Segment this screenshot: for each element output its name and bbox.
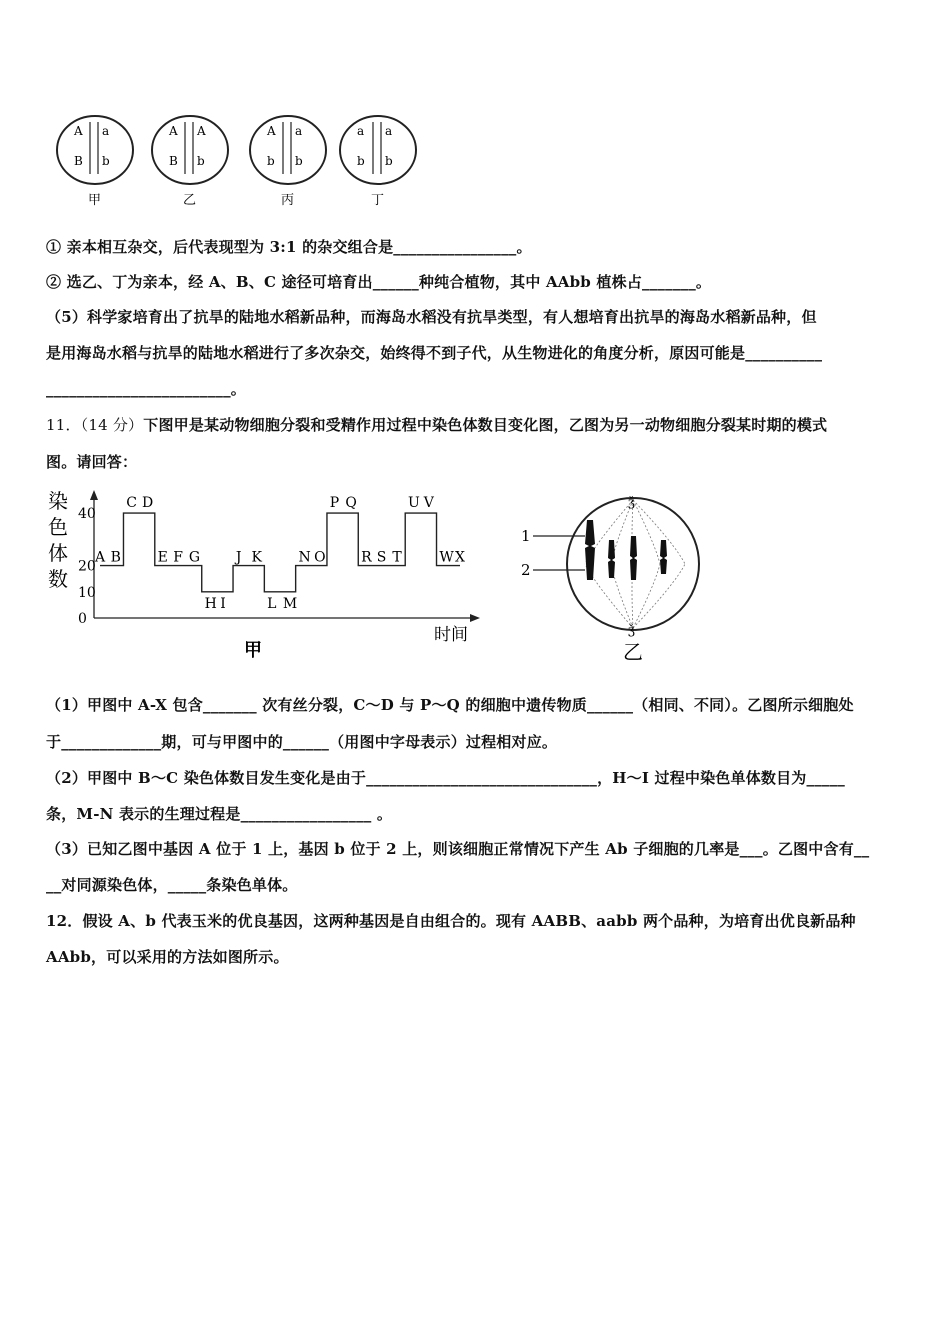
gene-label: A <box>74 124 83 138</box>
point-label: K <box>251 549 262 566</box>
q10-line-4: 是用海岛水稻与抗旱的陆地水稻进行了多次杂交，始终得不到子代，从生物进化的角度分析，原因可能是__________ <box>46 344 823 362</box>
x-axis-label: 时间 <box>434 625 468 645</box>
gene-label: a <box>102 124 110 138</box>
y-axis-arrow <box>90 490 98 500</box>
point-label: S <box>376 549 387 566</box>
q11-stem: 下图甲是某动物细胞分裂和受精作用过程中染色体数目变化图，乙图为另一动物细胞分裂某时期的模式 <box>143 416 828 434</box>
gene-label: A <box>267 124 276 138</box>
point-label: I <box>220 595 226 612</box>
q11-p1-a: （1）甲图中 A-X 包含_______ 次有丝分裂，C～D 与 P～Q 的细胞中遗传物质______（相同、不同）。乙图所示细胞处 <box>46 696 854 714</box>
cell-yi-caption: 乙 <box>623 640 643 664</box>
q11-p3-a: （3）已知乙图中基因 A 位于 1 上，基因 b 位于 2 上，则该细胞正常情况下产生 Ab 子细胞的几率是___。乙图中含有__ <box>46 840 870 858</box>
point-label: E <box>157 549 168 566</box>
cell-yi-diagram <box>515 484 715 664</box>
y-tick-label: 40 <box>78 506 96 523</box>
q11-p1-b: 于_____________期，可与甲图中的______（用图中字母表示）过程相对应。 <box>46 733 558 751</box>
point-label: M <box>282 595 298 612</box>
point-label: H <box>204 595 217 612</box>
gene-label: a <box>295 124 303 138</box>
gene-label: a <box>385 124 393 138</box>
gene-label: b <box>385 154 393 168</box>
point-label: V <box>423 495 434 512</box>
q11-intro <box>46 414 827 435</box>
point-label: U <box>408 495 420 512</box>
gene-label: b <box>102 154 110 168</box>
q10-line-3: （5）科学家培育出了抗旱的陆地水稻新品种，而海岛水稻没有抗旱类型，有人想培育出抗旱的海岛水稻新品种，但 <box>46 308 817 326</box>
point-label: T <box>392 549 402 566</box>
centrosome-icon: ǯ <box>628 623 635 637</box>
marker-2: 2 <box>521 561 531 579</box>
cell-caption: 甲 <box>88 193 102 208</box>
chromosome-count-chart <box>44 486 484 666</box>
q11-line-2: 图。请回答： <box>46 453 138 471</box>
point-label: J <box>235 549 242 566</box>
centrosome-icon: ǯ <box>628 495 635 509</box>
chromosome-series-line <box>100 513 460 592</box>
x-axis-arrow <box>470 614 480 622</box>
chart-title: 甲 <box>244 640 262 661</box>
gene-label: A <box>169 124 178 138</box>
cell-bing <box>250 116 326 208</box>
y-label-char: 染 <box>48 489 68 513</box>
chromosome-icon <box>585 520 667 580</box>
point-label: Q <box>345 495 357 512</box>
q11-number: 11．（14 分） <box>46 416 144 434</box>
cell-jia <box>57 116 133 208</box>
q11-p2-b: 条，M-N 表示的生理过程是_________________ 。 <box>46 805 393 823</box>
point-label: O <box>314 549 326 566</box>
cell-yi <box>152 116 228 208</box>
cell-caption: 丁 <box>371 193 385 208</box>
gene-label: b <box>197 154 205 168</box>
y-tick-label: 10 <box>78 584 96 601</box>
point-label: P <box>329 495 340 512</box>
cell-caption: 丙 <box>281 193 295 208</box>
point-label: D <box>141 495 154 512</box>
q11-p2-a: （2）甲图中 B～C 染色体数目发生变化是由于______________________________，H～I 过程中染色单体数目为_____ <box>46 769 846 787</box>
point-label: A <box>95 549 106 566</box>
gene-label: B <box>74 154 83 168</box>
marker-1: 1 <box>521 527 531 545</box>
point-label: C <box>126 495 138 512</box>
y-tick-label: 0 <box>78 611 87 627</box>
cell-ding <box>340 116 416 208</box>
point-label: G <box>188 549 201 566</box>
point-label: X <box>455 549 465 566</box>
y-label-char: 数 <box>48 567 68 591</box>
cell-caption: 乙 <box>183 193 197 208</box>
point-label: F <box>173 549 183 566</box>
gene-label: b <box>267 154 275 168</box>
gene-label: a <box>357 124 365 138</box>
q11-p3-b: __对同源染色体，_____条染色单体。 <box>46 876 298 894</box>
y-label-char: 色 <box>48 515 68 539</box>
y-tick-label: 20 <box>78 558 96 575</box>
q10-line-2: ② 选乙、丁为亲本，经 A、B、C 途径可培育出______种纯合植物，其中 AAbb 植株占_______。 <box>46 273 712 291</box>
point-label: R <box>361 549 372 566</box>
q12-line-1: 12．假设 A、b 代表玉米的优良基因，这两种基因是自由组合的。现有 AABB、aabb 两个品种，为培育出优良新品种 <box>46 912 856 930</box>
point-label: L <box>267 595 277 612</box>
point-label: W <box>439 549 454 566</box>
q10-line-1: ① 亲本相互杂交，后代表现型为 3:1 的杂交组合是________________。 <box>46 238 532 256</box>
point-label: B <box>110 549 121 566</box>
gene-label: b <box>357 154 365 168</box>
gene-label: B <box>169 154 178 168</box>
point-label: N <box>298 549 311 566</box>
q12-line-2: AAbb，可以采用的方法如图所示。 <box>46 948 289 966</box>
gene-label: b <box>295 154 303 168</box>
y-label-char: 体 <box>48 541 68 565</box>
genotype-cells-figure <box>50 112 430 212</box>
q10-line-5: ________________________。 <box>46 380 247 398</box>
gene-label: A <box>197 124 206 138</box>
